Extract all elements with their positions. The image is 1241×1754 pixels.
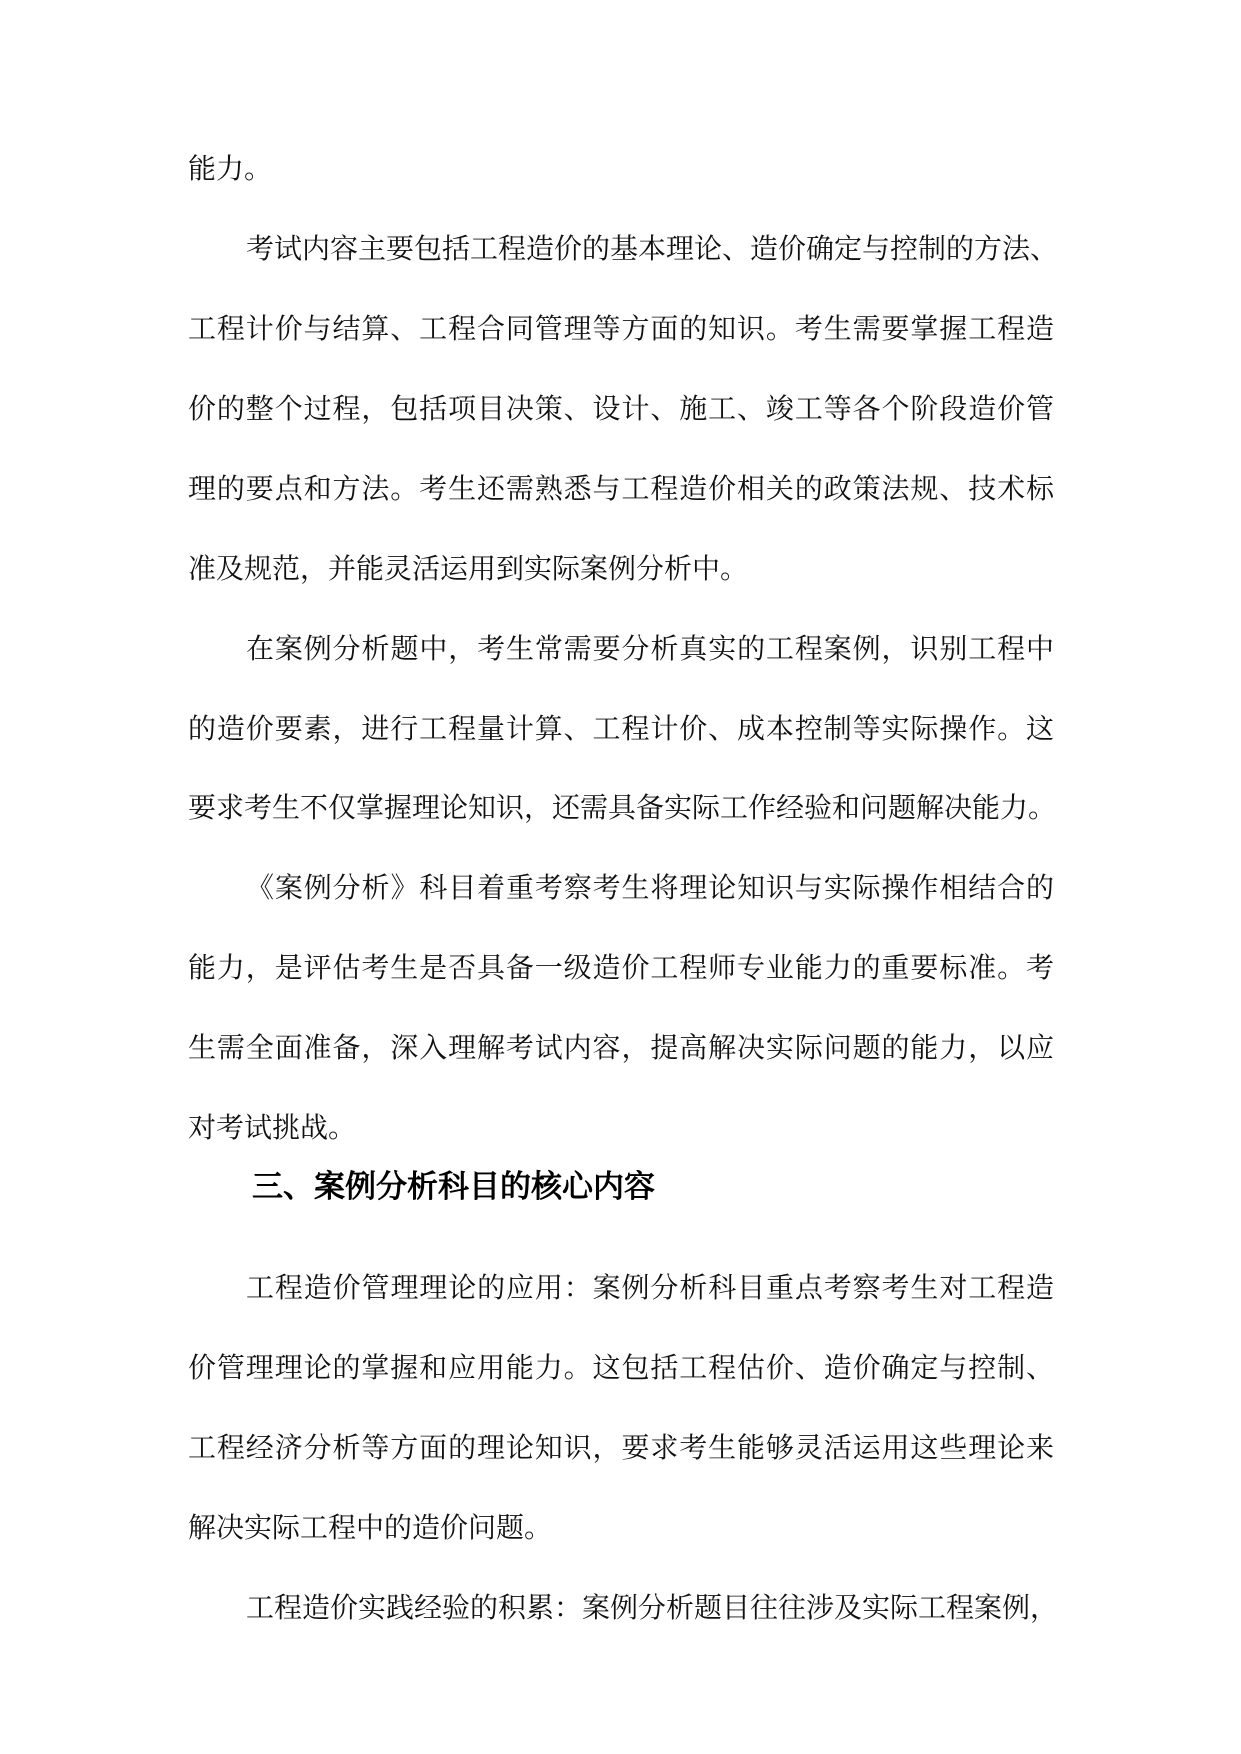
paragraph-line: 价的整个过程，包括项目决策、设计、施工、竣工等各个阶段造价管 [188,392,1054,425]
paragraph-line: 工程造价实践经验的积累：案例分析题目往往涉及实际工程案例， [246,1591,1059,1624]
paragraph-line: 在案例分析题中，考生常需要分析真实的工程案例，识别工程中 [246,632,1054,665]
paragraph-line: 工程经济分析等方面的理论知识，要求考生能够灵活运用这些理论来 [188,1431,1054,1464]
paragraph-line: 解决实际工程中的造价问题。 [188,1511,553,1544]
paragraph-line: 能力，是评估考生是否具备一级造价工程师专业能力的重要标准。考 [188,951,1054,984]
paragraph-line: 生需全面准备，深入理解考试内容，提高解决实际问题的能力，以应 [188,1031,1054,1064]
paragraph-line: 对考试挑战。 [188,1111,357,1144]
paragraph-line: 工程造价管理理论的应用：案例分析科目重点考察考生对工程造 [246,1271,1054,1304]
paragraph-line: 《案例分析》科目着重考察考生将理论知识与实际操作相结合的 [246,871,1054,904]
paragraph-line: 的造价要素，进行工程量计算、工程计价、成本控制等实际操作。这 [188,712,1054,745]
section-heading: 三、案例分析科目的核心内容 [252,1169,655,1205]
paragraph-line: 理的要点和方法。考生还需熟悉与工程造价相关的政策法规、技术标 [188,472,1054,505]
paragraph-line: 能力。 [188,152,273,185]
paragraph-line: 价管理理论的掌握和应用能力。这包括工程估价、造价确定与控制、 [188,1351,1054,1384]
paragraph-line: 工程计价与结算、工程合同管理等方面的知识。考生需要掌握工程造 [188,312,1054,345]
paragraph-line: 要求考生不仅掌握理论知识，还需具备实际工作经验和问题解决能力。 [188,791,1057,824]
paragraph-line: 考试内容主要包括工程造价的基本理论、造价确定与控制的方法、 [246,232,1059,265]
paragraph-line: 准及规范，并能灵活运用到实际案例分析中。 [188,552,749,585]
